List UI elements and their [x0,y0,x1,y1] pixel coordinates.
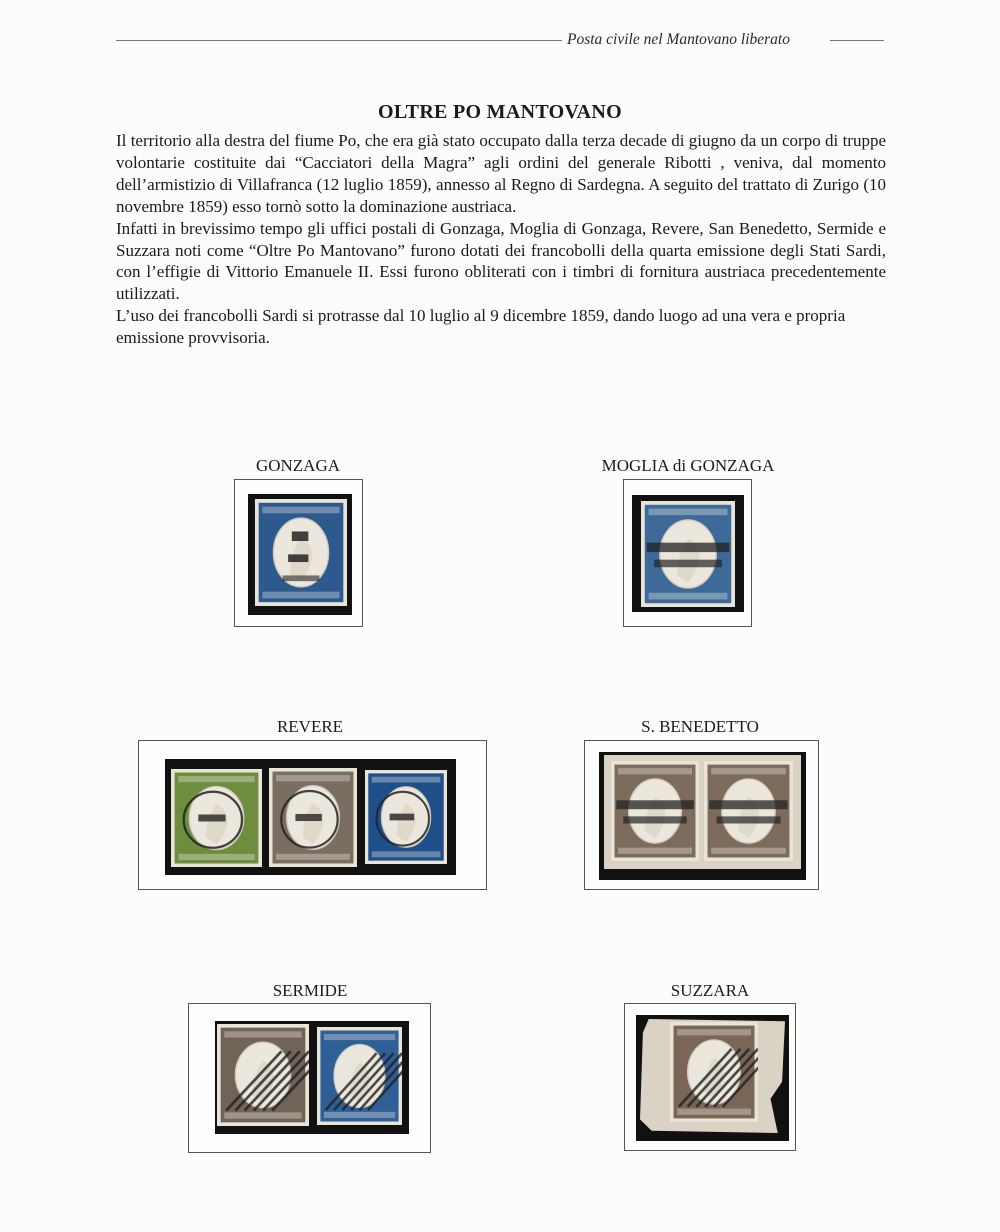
header-rule-right [830,40,884,41]
header-rule-left [116,40,562,41]
caption-sermide: SERMIDE [272,981,348,1000]
frame-moglia [623,479,752,627]
stamp-revere-3 [365,770,447,864]
caption-moglia: MOGLIA di GONZAGA [601,456,775,475]
caption-suzzara: SUZZARA [670,981,750,1000]
stamp-benedetto-2 [704,761,793,861]
paragraph: Infatti in brevissimo tempo gli uffici postali di Gonzaga, Moglia di Gonzaga, Revere, San Benedetto, Sermide e Suzzara noti come “Oltre Po Mantovano” furono dotati dei francobolli della quarta emissione degli Stati Sardi, con l’effigie di Vittorio Emanuele II. Essi furono obliterati con i timbri di fornitura austriaca precedentemente utilizzati. [116,218,886,304]
caption-gonzaga: GONZAGA [255,456,341,475]
stamp-gonzaga [255,499,347,606]
frame-revere [138,740,487,890]
frame-sermide [188,1003,431,1153]
caption-revere: REVERE [276,717,344,736]
stamp-suzzara [670,1022,758,1122]
paragraph: Il territorio alla destra del fiume Po, che era già stato occupato dalla terza decade di giugno da un corpo di truppe volontarie costituite dai “Cacciatori della Magra” agli ordini del generale Ribotti , veniva, dal momento dell’armistizio di Villafranca (12 luglio 1859), annesso al Regno di Sardegna. A seguito del trattato di Zurigo (10 novembre 1859) esso tornò sotto la dominazione austriaca. [116,131,886,216]
frame-benedetto [584,740,819,890]
running-head: Posta civile nel Mantovano liberato [567,31,790,48]
stamp-revere-2 [269,768,357,867]
frame-gonzaga [234,479,363,627]
paragraph: L’uso dei francobolli Sardi si protrasse dal 10 luglio al 9 dicembre 1859, dando luogo ad una vera e propria emissione provvisoria. [116,306,846,348]
stamp-moglia [641,501,735,607]
frame-suzzara [624,1003,796,1151]
body-text [116,130,886,349]
caption-benedetto: S. BENEDETTO [641,717,759,736]
stamp-sermide-1 [217,1024,309,1126]
stamp-benedetto-1 [611,761,699,861]
stamp-sermide-2 [317,1027,402,1125]
stamp-revere-1 [171,769,262,867]
page-title: OLTRE PO MANTOVANO [378,101,622,123]
